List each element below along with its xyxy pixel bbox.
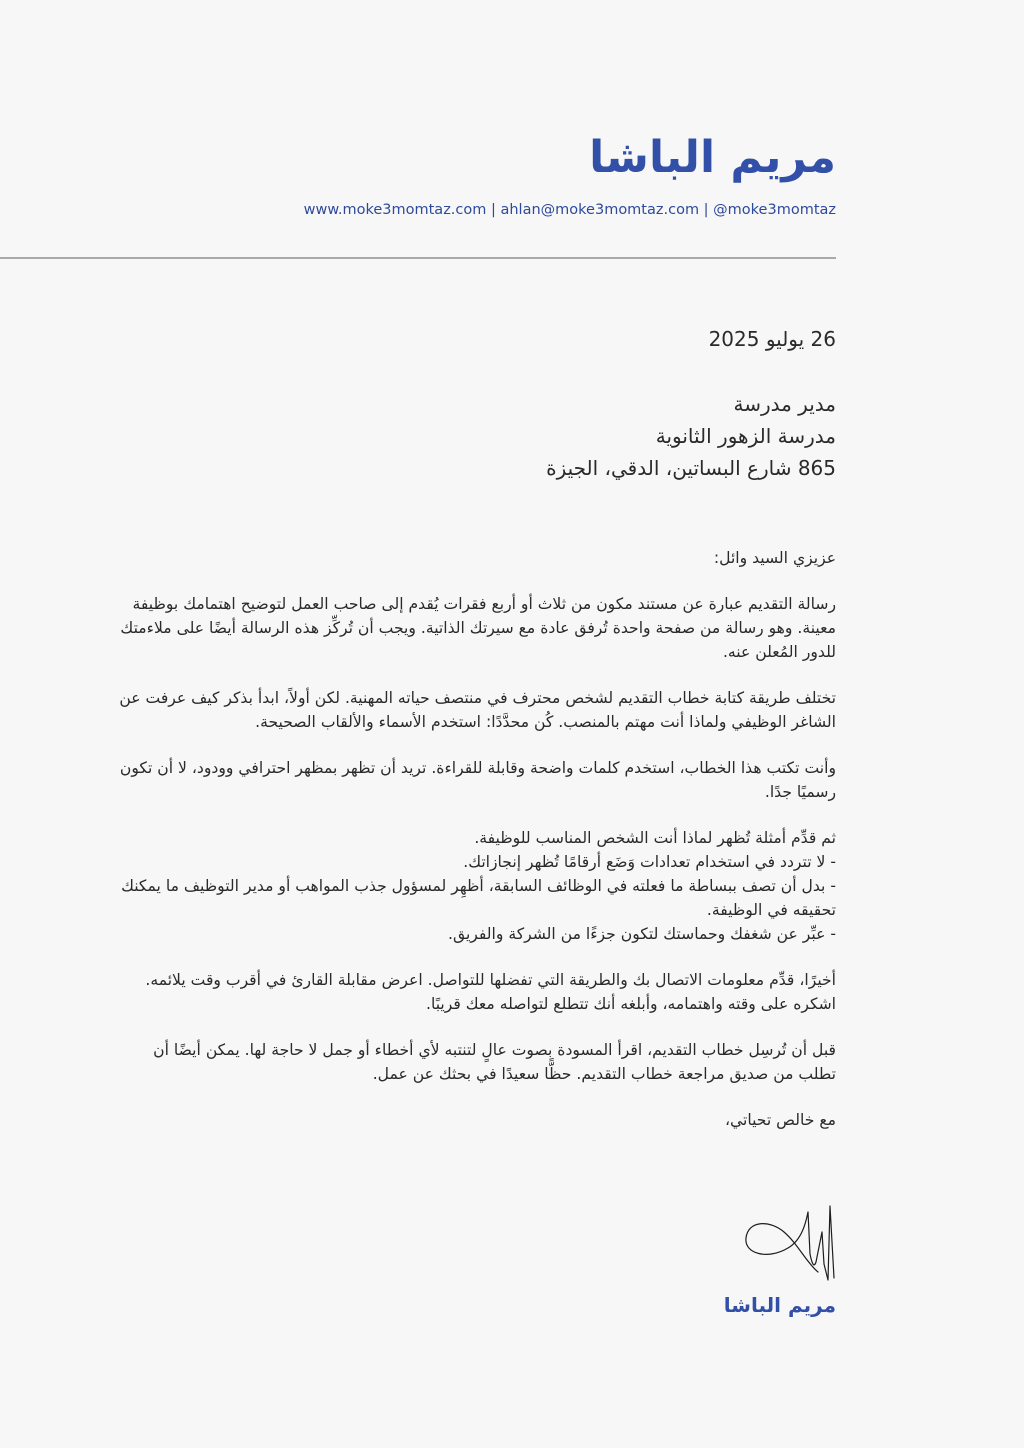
- sender-name: مريم الباشا: [589, 132, 836, 183]
- recipient-title: مدير مدرسة: [733, 392, 836, 416]
- bullet-item-3: - عبِّر عن شغفك وحماستك لتكون جزءًا من الشركة والفريق.: [448, 925, 836, 943]
- signer-name: مريم الباشا: [723, 1293, 836, 1317]
- handwritten-signature: [740, 1192, 836, 1284]
- paragraph-5: أخيرًا، قدِّم معلومات الاتصال بك والطريقة التي تفضلها للتواصل. اعرض مقابلة القارئ في أقرب وقت يلائمه. اشكره على وقته واهتمامه، وأبلغه أنك تتطلع لتواصله معك قريبًا.: [145, 971, 836, 1013]
- bullet-item-1: - لا تتردد في استخدام تعدادات وَضَع أرقامًا تُظهر إنجازاتك.: [463, 853, 836, 871]
- bullet-item-2: - بدل أن تصف ببساطة ما فعلته في الوظائف السابقة، أظهِر لمسؤول جذب المواهب أو مدير التوظيف ما يمكنك تحقيقه في الوظيفة.: [121, 877, 836, 919]
- paragraph-6: قبل أن تُرسِل خطاب التقديم، اقرأ المسودة بصوت عالٍ لتنتبه لأي أخطاء أو جمل لا حاجة لها. يمكن أيضًا أن تطلب من صديق مراجعة خطاب التقديم. حظًّا سعيدًا في بحثك عن عمل.: [153, 1041, 836, 1083]
- paragraph-4: [112, 826, 836, 946]
- header-divider: [0, 257, 836, 259]
- letter-body: [112, 546, 836, 1154]
- salutation: عزيزي السيد وائل:: [713, 549, 836, 567]
- recipient-address: 865 شارع البساتين، الدقي، الجيزة: [546, 456, 836, 480]
- paragraph-4-intro: ثم قدِّم أمثلة تُظهر لماذا أنت الشخص المناسب للوظيفة.: [474, 829, 836, 847]
- paragraph-3: وأنت تكتب هذا الخطاب، استخدم كلمات واضحة وقابلة للقراءة. تريد أن تظهر بمظهر احترافي وودود، لا أن تكون رسميًا جدًا.: [119, 759, 836, 801]
- paragraph-2: تختلف طريقة كتابة خطاب التقديم لشخص محترف في منتصف حياته المهنية. لكن أولاً، ابدأ بذكر كيف عرفت عن الشاغر الوظيفي ولماذا أنت مهتم بالمنصب. كُن محدَّدًا: استخدم الأسماء والألقاب الصحيحة.: [119, 689, 836, 731]
- closing: مع خالص تحياتي،: [724, 1111, 836, 1129]
- letter-date: 26 يوليو 2025: [708, 327, 836, 351]
- sender-contact-line: www.moke3momtaz.com | ahlan@moke3momtaz.com | @moke3momtaz: [303, 202, 836, 218]
- recipient-block: [546, 388, 836, 484]
- paragraph-1: رسالة التقديم عبارة عن مستند مكون من ثلاث أو أربع فقرات يُقدم إلى صاحب العمل لتوضيح اهتمامك بوظيفة معينة. وهو رسالة من صفحة واحدة تُرفق عادة مع سيرتك الذاتية. ويجب أن تُركِّز هذه الرسالة أيضًا على ملاءمتك للدور المُعلن عنه.: [120, 595, 836, 661]
- recipient-organization: مدرسة الزهور الثانوية: [655, 424, 836, 448]
